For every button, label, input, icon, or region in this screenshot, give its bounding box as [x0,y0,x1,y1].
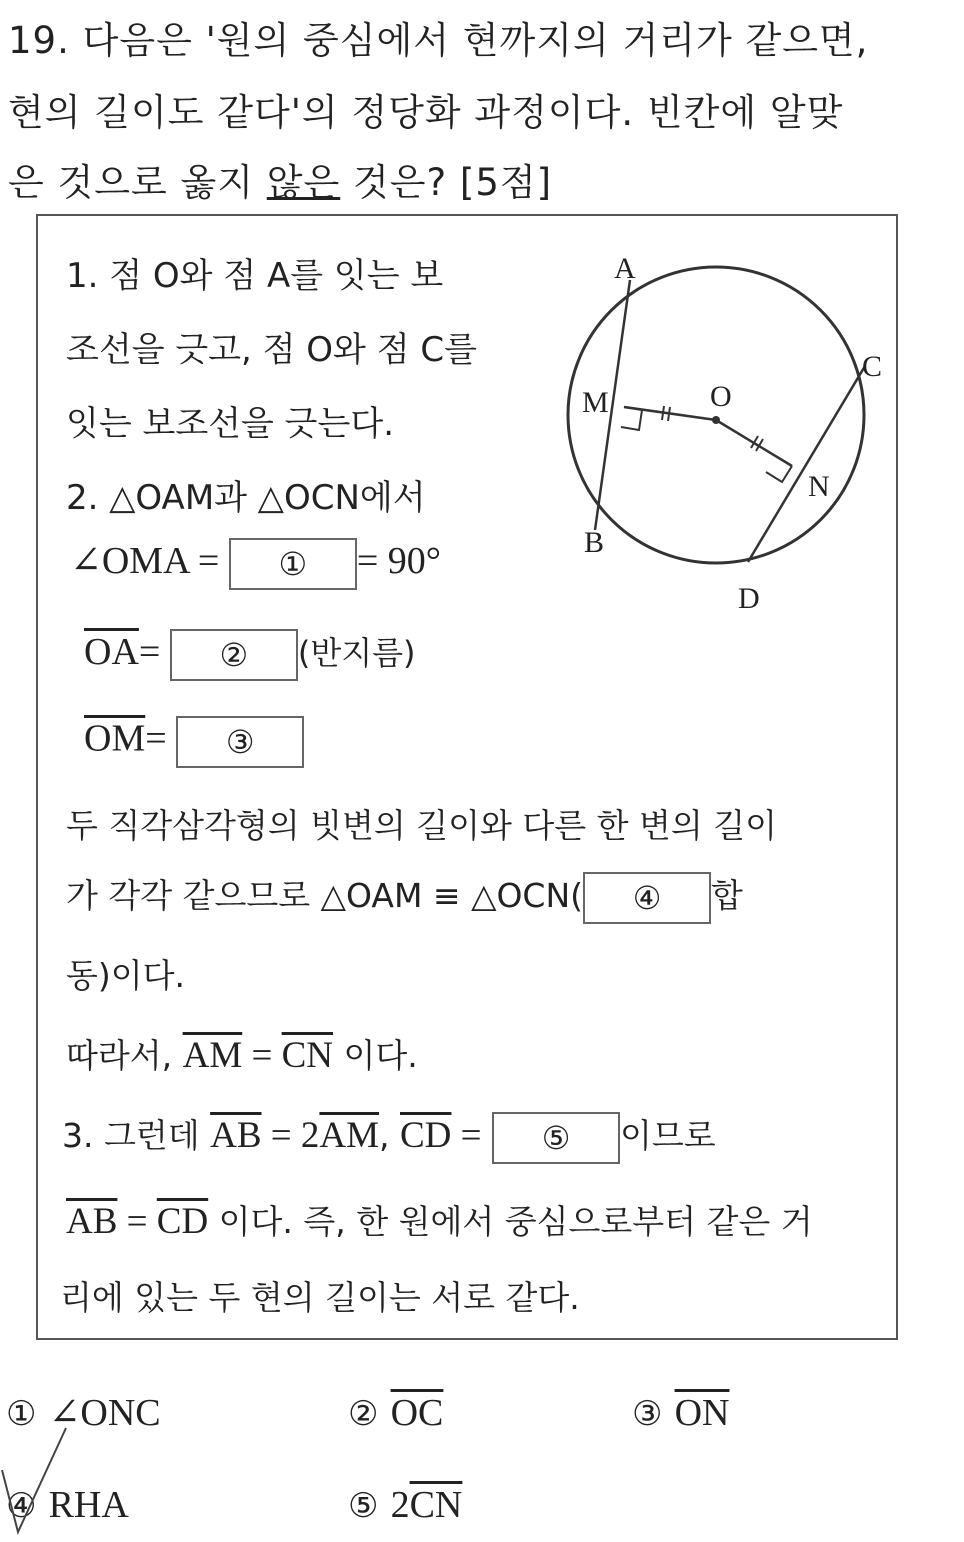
question-line-3-post: 것은? [5점] [340,161,553,204]
eq1-lhs: ∠OMA = [70,540,220,582]
choice-1-text: ∠ONC [48,1392,161,1434]
concl-ab: $\overline{AB}$ [66,1201,118,1242]
step3-ab: $\overline{AB}$ [210,1115,262,1156]
right-angle-mark-n [766,466,792,482]
conclusion-line-1 [66,1196,813,1243]
blank-1: ① [229,538,357,590]
eq3-lhs: $\overline{OM}$ [84,717,146,760]
choice-1-number: ① [6,1394,37,1434]
step2-header: 2. △OAM과 △OCN에서 [66,478,426,518]
rhs-line-1: 두 직각삼각형의 빗변의 길이와 다른 한 변의 길이 [66,806,777,845]
step3-pre: 3. 그런데 [62,1116,211,1155]
step1-line3: 잇는 보조선을 긋는다. [66,404,395,444]
choice-3-number: ③ [632,1394,663,1434]
label-a: A [614,252,636,285]
so-cn: $\overline{CN}$ [281,1035,334,1076]
step1-line1: 1. 점 O와 점 A를 잇는 보 [66,256,444,296]
right-angle-mark-m [621,407,642,430]
step3-eq: = [451,1115,482,1156]
eq1-rhs: = 90° [356,540,441,582]
step3-cd: $\overline{CD}$ [400,1115,452,1156]
so-am: $\overline{AM}$ [182,1035,243,1076]
label-o: O [710,380,732,413]
eq2-eq: = [138,631,161,673]
question-line-1: 19. 다음은 '원의 중심에서 현까지의 거리가 같으면, [8,19,869,62]
step1-line2: 조선을 긋고, 점 O와 점 C를 [66,330,477,370]
choice-3[interactable] [632,1390,729,1435]
tick-mark-om-1 [662,406,664,420]
step3-comma: , [379,1116,400,1155]
step3-line [62,1110,716,1164]
label-d: D [738,582,760,615]
eq2-lhs: $\overline{OA}$ [84,631,139,673]
label-c: C [862,350,883,383]
choice-5-text: $\overline{CN}$ [409,1484,463,1526]
choice-4-number: ④ [6,1486,37,1526]
equation-3 [84,716,304,768]
choice-3-text: $\overline{ON}$ [674,1392,730,1434]
rhs-line2-pre: 가 각각 같으므로 △OAM ≡ △OCN( [66,876,584,915]
circle [568,267,864,563]
so-post: 이다. [333,1036,418,1075]
tick-mark-om-2 [668,407,670,421]
concl-cd: $\overline{CD}$ [156,1201,209,1242]
choice-2-text: $\overline{OC}$ [390,1392,444,1434]
choice-5-prefix: 2 [390,1484,410,1526]
choice-4-text: RHA [48,1484,129,1526]
so-pre: 따라서, [66,1036,183,1075]
label-b: B [584,526,605,559]
choice-5-number: ⑤ [348,1486,379,1526]
blank-5: ⑤ [492,1112,620,1164]
concl-eq: = [117,1201,157,1242]
blank-2: ② [170,629,298,681]
circle-figure [540,240,900,620]
question-line-3 [8,152,552,206]
question-line-2: 현의 길이도 같다'의 정당화 과정이다. 빈칸에 알맞 [8,91,844,134]
question-line-3-pre: 은 것으로 옳지 [8,161,267,204]
question-underline-word: 않은 [266,161,341,204]
so-eq: = [242,1035,282,1076]
step3-post: 이므로 [620,1116,716,1155]
label-m: M [582,386,609,419]
concl-post: 이다. 즉, 한 원에서 중심으로부터 같은 거 [208,1202,813,1241]
choice-2[interactable] [348,1390,443,1435]
therefore-line [66,1030,418,1077]
blank-3: ③ [176,716,304,768]
equation-1 [70,538,441,590]
choice-5[interactable] [348,1482,462,1527]
step3-am: $\overline{AM}$ [319,1115,380,1156]
eq3-eq: = [145,717,167,760]
step3-mid: = 2 [261,1115,320,1156]
rhs-line2-post: 합 [711,876,743,915]
choice-2-number: ② [348,1394,379,1434]
eq2-note: (반지름) [297,634,416,672]
rhs-line-2 [66,870,743,924]
rhs-line-3: 동)이다. [66,956,185,995]
center-point [712,416,720,424]
check-mark-icon [0,1420,80,1540]
conclusion-line-2: 리에 있는 두 현의 길이는 서로 같다. [60,1278,580,1317]
label-n: N [808,470,830,503]
blank-4: ④ [583,872,711,924]
equation-2 [84,628,416,681]
